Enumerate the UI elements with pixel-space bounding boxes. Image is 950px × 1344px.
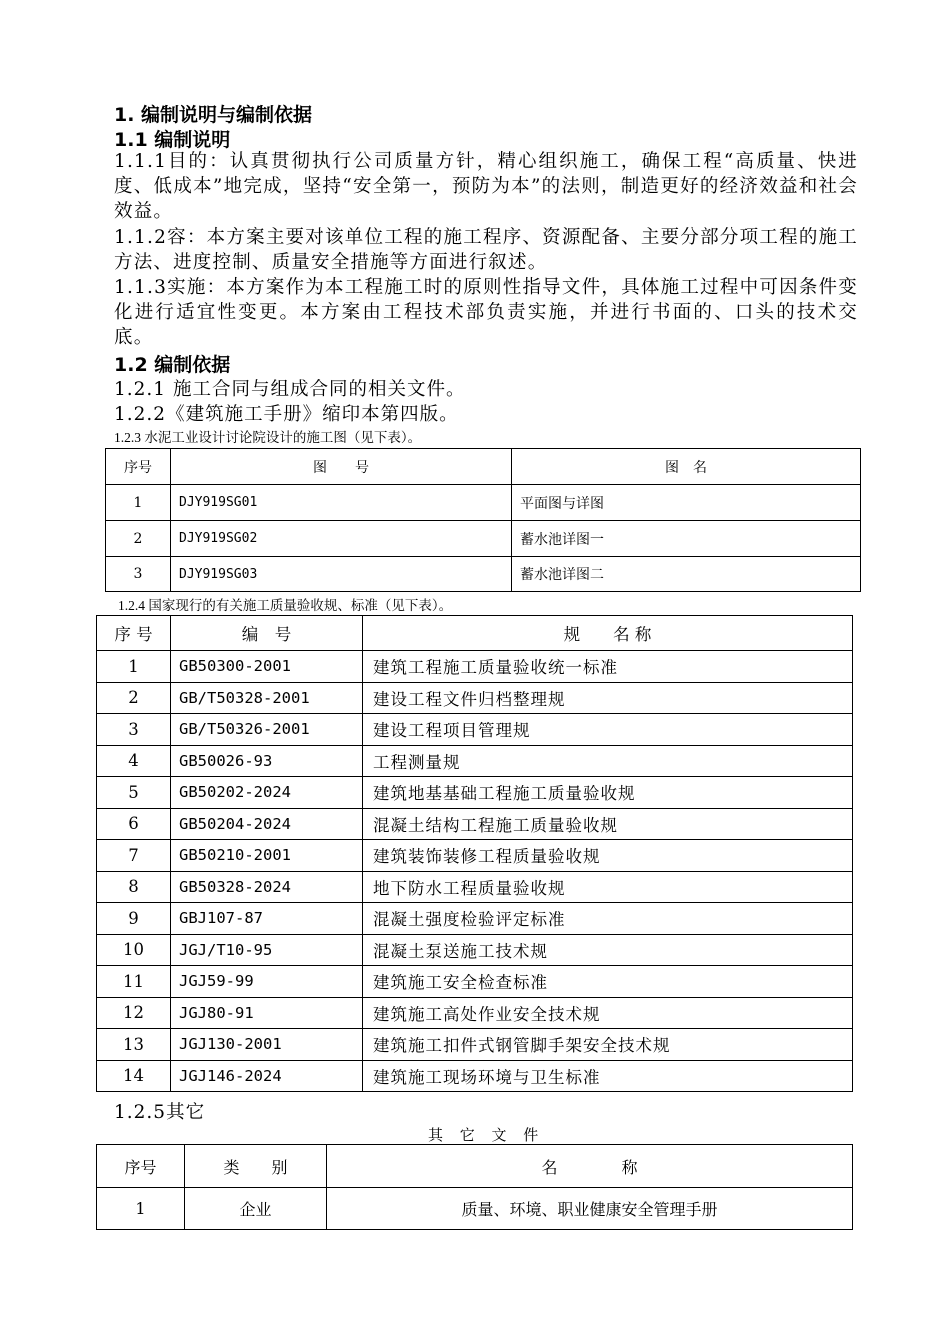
cell-index: 1 — [97, 651, 171, 683]
section-heading-1-1: 1.1 编制说明 — [114, 129, 231, 151]
cell-standard-name: 建筑装饰装修工程质量验收规 — [363, 840, 853, 872]
header-index: 序号 — [97, 1145, 185, 1188]
header-index: 序 号 — [97, 616, 171, 651]
cell-standard-name: 建筑施工现场环境与卫生标准 — [363, 1060, 853, 1092]
paragraph-1-2-1: 1.2.1 施工合同与组成合同的相关文件。 — [114, 379, 466, 400]
cell-code: JGJ59-99 — [171, 966, 363, 998]
cell-code: GBJ107-87 — [171, 903, 363, 935]
cell-index: 3 — [106, 557, 171, 592]
cell-drawing-no: DJY919SG02 — [171, 521, 512, 557]
table-row — [97, 745, 853, 777]
cell-index: 3 — [97, 714, 171, 746]
cell-code: GB/T50326-2001 — [171, 714, 363, 746]
table-row — [97, 777, 853, 809]
cell-code: JGJ80-91 — [171, 997, 363, 1029]
cell-standard-name: 建筑工程施工质量验收统一标准 — [363, 651, 853, 683]
cell-index: 4 — [97, 745, 171, 777]
cell-index: 13 — [97, 1029, 171, 1061]
cell-index: 2 — [106, 521, 171, 557]
cell-category: 企业 — [185, 1188, 327, 1230]
paragraph-1-1-1: 1.1.1目的：认真贯彻执行公司质量方针，精心组织施工，确保工程“高质量、快进度、低成本”地完成，坚持“安全第一，预防为本”的法则，制造更好的经济效益和社会效益。 — [114, 151, 858, 222]
cell-doc-name: 质量、环境、职业健康安全管理手册 — [327, 1188, 853, 1230]
cell-standard-name: 建筑施工安全检查标准 — [363, 966, 853, 998]
table-header-row — [97, 1145, 853, 1188]
cell-code: GB50202-2024 — [171, 777, 363, 809]
table-header-row — [106, 449, 861, 485]
table-row — [106, 521, 861, 557]
header-code: 编 号 — [171, 616, 363, 651]
header-drawing-name: 图 名 — [512, 449, 861, 485]
paragraph-1-2-2: 1.2.2《建筑施工手册》缩印本第四版。 — [114, 404, 459, 425]
cell-index: 5 — [97, 777, 171, 809]
cell-index: 14 — [97, 1060, 171, 1092]
cell-standard-name: 建筑施工高处作业安全技术规 — [363, 997, 853, 1029]
cell-drawing-no: DJY919SG01 — [171, 485, 512, 521]
cell-index: 6 — [97, 808, 171, 840]
cell-code: GB50328-2024 — [171, 871, 363, 903]
section-heading-1-2: 1.2 编制依据 — [114, 354, 231, 376]
cell-index: 12 — [97, 997, 171, 1029]
cell-drawing-name: 蓄水池详图一 — [512, 521, 861, 557]
cell-code: JGJ/T10-95 — [171, 934, 363, 966]
table-row — [97, 808, 853, 840]
cell-drawing-name: 蓄水池详图二 — [512, 557, 861, 592]
other-docs-caption: 其 它 文 件 — [428, 1126, 545, 1144]
cell-index: 10 — [97, 934, 171, 966]
cell-code: JGJ130-2001 — [171, 1029, 363, 1061]
table-row — [106, 557, 861, 592]
cell-index: 2 — [97, 682, 171, 714]
cell-drawing-no: DJY919SG03 — [171, 557, 512, 592]
table-header-row — [97, 616, 853, 651]
standards-table — [96, 615, 853, 1092]
paragraph-1-1-2: 1.1.2容：本方案主要对该单位工程的施工程序、资源配备、主要分部分项工程的施工方法、进度控制、质量安全措施等方面进行叙述。 — [114, 227, 858, 273]
cell-code: GB50210-2001 — [171, 840, 363, 872]
cell-code: GB50300-2001 — [171, 651, 363, 683]
table-row — [97, 714, 853, 746]
cell-index: 7 — [97, 840, 171, 872]
table-row — [97, 1060, 853, 1092]
section-heading-1: 1. 编制说明与编制依据 — [114, 104, 313, 126]
cell-code: GB/T50328-2001 — [171, 682, 363, 714]
table-row — [97, 682, 853, 714]
table-row — [97, 966, 853, 998]
cell-index: 9 — [97, 903, 171, 935]
standards-table-body — [97, 651, 853, 1092]
paragraph-1-2-4: 1.2.4 国家现行的有关施工质量验收规、标准（见下表）。 — [118, 598, 453, 613]
table-row — [97, 903, 853, 935]
header-index: 序号 — [106, 449, 171, 485]
header-drawing-no: 图 号 — [171, 449, 512, 485]
cell-index: 1 — [106, 485, 171, 521]
cell-standard-name: 建筑地基基础工程施工质量验收规 — [363, 777, 853, 809]
cell-code: GB50204-2024 — [171, 808, 363, 840]
cell-drawing-name: 平面图与详图 — [512, 485, 861, 521]
table-row — [97, 840, 853, 872]
paragraph-1-2-3: 1.2.3 水泥工业设计讨论院设计的施工图（见下表）。 — [114, 430, 422, 445]
table-row — [97, 651, 853, 683]
cell-standard-name: 建设工程文件归档整理规 — [363, 682, 853, 714]
table-row — [97, 1188, 853, 1230]
cell-standard-name: 混凝土强度检验评定标准 — [363, 903, 853, 935]
cell-code: GB50026-93 — [171, 745, 363, 777]
table-row — [97, 1029, 853, 1061]
table-row — [97, 997, 853, 1029]
cell-index: 8 — [97, 871, 171, 903]
table-row — [106, 485, 861, 521]
paragraph-1-2-5: 1.2.5其它 — [114, 1102, 206, 1123]
header-doc-name: 名 称 — [327, 1145, 853, 1188]
header-standard-name: 规 名 称 — [363, 616, 853, 651]
cell-standard-name: 建设工程项目管理规 — [363, 714, 853, 746]
cell-standard-name: 地下防水工程质量验收规 — [363, 871, 853, 903]
other-documents-table — [96, 1144, 853, 1230]
drawings-table — [105, 448, 861, 592]
cell-standard-name: 混凝土结构工程施工质量验收规 — [363, 808, 853, 840]
cell-standard-name: 混凝土泵送施工技术规 — [363, 934, 853, 966]
cell-code: JGJ146-2024 — [171, 1060, 363, 1092]
paragraph-1-1-3: 1.1.3实施：本方案作为本工程施工时的原则性指导文件，具体施工过程中可因条件变化进行适宜性变更。本方案由工程技术部负责实施，并进行书面的、口头的技术交底。 — [114, 277, 858, 348]
cell-index: 11 — [97, 966, 171, 998]
cell-standard-name: 建筑施工扣件式钢管脚手架安全技术规 — [363, 1029, 853, 1061]
header-category: 类 别 — [185, 1145, 327, 1188]
table-row — [97, 934, 853, 966]
table-row — [97, 871, 853, 903]
cell-standard-name: 工程测量规 — [363, 745, 853, 777]
cell-index: 1 — [97, 1188, 185, 1230]
